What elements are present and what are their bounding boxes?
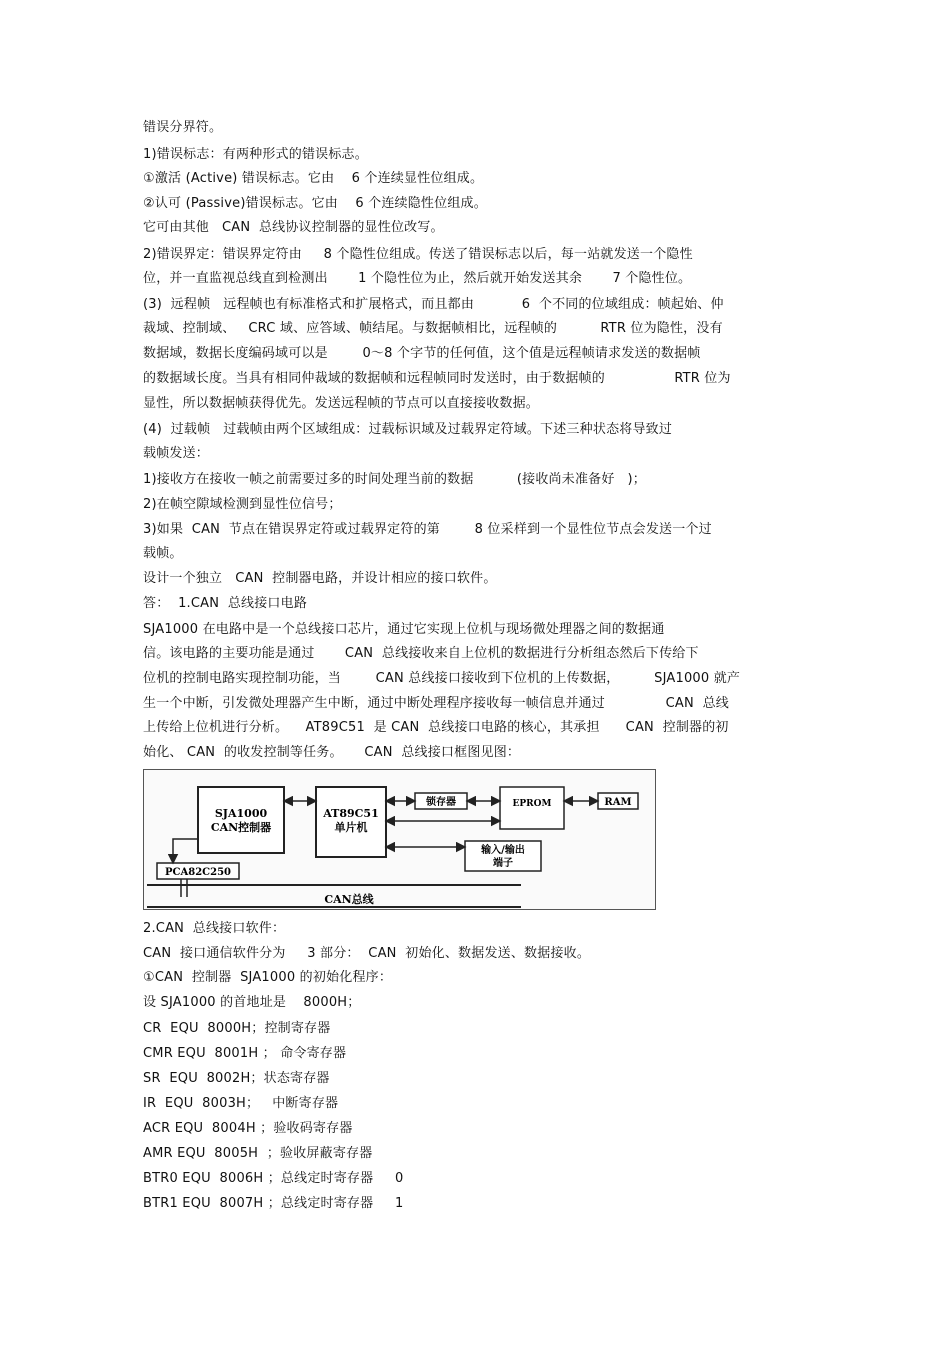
- text-line: 2)错误界定：错误界定符由 8 个隐性位组成。传送了错误标志以后，每一站就发送一个隐性: [143, 247, 693, 262]
- text-line: 载帧。: [143, 546, 183, 561]
- text-line: 1)接收方在接收一帧之前需要过多的时间处理当前的数据 (接收尚未准备好 )；: [143, 472, 647, 487]
- text-line: 上传给上位机进行分析。 AT89C51 是 CAN 总线接口电路的核心，其承担 CAN 控制器的初: [143, 720, 729, 735]
- can-controller-label: CAN控制器: [210, 821, 272, 834]
- text-line: 显性，所以数据帧获得优先。发送远程帧的节点可以直接接收数据。: [143, 396, 540, 411]
- can-bus-label: CAN总线: [324, 893, 374, 906]
- text-line: SJA1000 在电路中是一个总线接口芯片，通过它实现上位机与现场微处理器之间的数据通: [143, 622, 665, 637]
- text-line: (4) 过载帧 过载帧由两个区域组成：过载标识域及过载界定符域。下述三种状态将导致过: [143, 422, 673, 437]
- at89c51-label: AT89C51: [323, 807, 379, 820]
- text-line: 载帧发送：: [143, 446, 210, 461]
- text-line: 设计一个独立 CAN 控制器电路，并设计相应的接口软件。: [143, 571, 497, 586]
- text-line: 位，并一直监视总线直到检测出 1 个隐性位为止，然后就开始发送其余 7 个隐性位。: [143, 271, 692, 286]
- pca82c250-label: PCA82C250: [165, 867, 231, 878]
- sja1000-box: [198, 787, 284, 853]
- code-line: CMR EQU 8001H ； 命令寄存器: [143, 1046, 347, 1061]
- text-line: 始化、 CAN 的收发控制等任务。 CAN 总线接口框图见图：: [143, 745, 521, 760]
- code-line: BTR0 EQU 8006H ；总线定时寄存器 0: [143, 1171, 404, 1186]
- text-line: 3)如果 CAN 节点在错误界定符或过载界定符的第 8 位采样到一个显性位节点会发送一个过: [143, 522, 712, 537]
- code-line: IR EQU 8003H； 中断寄存器: [143, 1096, 339, 1111]
- latch-label: 锁存器: [426, 797, 456, 808]
- terminal-label: 端子: [493, 858, 513, 869]
- text-line: 2)在帧空隙域检测到显性位信号；: [143, 497, 342, 512]
- text-line: CAN 接口通信软件分为 3 部分： CAN 初始化、数据发送、数据接收。: [143, 946, 591, 961]
- text-line: 2.CAN 总线接口软件：: [143, 921, 286, 936]
- code-line: AMR EQU 8005H ；验收屏蔽寄存器: [143, 1146, 373, 1161]
- text-line: 的数据域长度。当具有相同仲裁域的数据帧和远程帧同时发送时，由于数据帧的 RTR 位为: [143, 371, 731, 386]
- text-line: 错误分界符。: [143, 120, 223, 135]
- text-line: 答： 1.CAN 总线接口电路: [143, 596, 308, 611]
- text-line: 它可由其他 CAN 总线协议控制器的显性位改写。: [143, 220, 444, 235]
- io-label: 输入/输出: [481, 845, 525, 856]
- mcu-label: 单片机: [334, 821, 368, 834]
- text-line: 裁域、控制域、 CRC 域、应答域、帧结尾。与数据帧相比，远程帧的 RTR 位为隐性，没有: [143, 321, 723, 336]
- text-line: (3) 远程帧 远程帧也有标准格式和扩展格式，而且都由 6 个不同的位域组成：帧起始、仲: [143, 297, 724, 312]
- text-line: 生一个中断，引发微处理器产生中断，通过中断处理程序接收每一帧信息并通过 CAN 总线: [143, 696, 730, 711]
- can-interface-block-diagram: [143, 769, 656, 910]
- eprom-label: EPROM: [512, 799, 552, 809]
- text-line: 数据域，数据长度编码域可以是 0～8 个字节的任何值，这个值是远程帧请求发送的数据帧: [143, 346, 701, 361]
- text-line: 1)错误标志：有两种形式的错误标志。: [143, 147, 368, 162]
- text-line: ①CAN 控制器 SJA1000 的初始化程序：: [143, 970, 393, 985]
- text-line: 位机的控制电路实现控制功能，当 CAN 总线接口接收到下位机的上传数据， SJA1000 就产: [143, 671, 741, 686]
- sja1000-label: SJA1000: [214, 807, 268, 820]
- text-line: ①激活 (Active) 错误标志。它由 6 个连续显性位组成。: [143, 171, 484, 186]
- code-line: BTR1 EQU 8007H ；总线定时寄存器 1: [143, 1196, 404, 1211]
- code-line: SR EQU 8002H；状态寄存器: [143, 1071, 330, 1086]
- code-line: ACR EQU 8004H ；验收码寄存器: [143, 1121, 353, 1136]
- ram-label: RAM: [604, 797, 632, 808]
- code-line: CR EQU 8000H；控制寄存器: [143, 1021, 331, 1036]
- text-line: 信。该电路的主要功能是通过 CAN 总线接收来自上位机的数据进行分析组态然后下传给下: [143, 646, 699, 661]
- text-line: 设 SJA1000 的首地址是 8000H；: [143, 995, 361, 1010]
- text-line: ②认可 (Passive)错误标志。它由 6 个连续隐性位组成。: [143, 196, 487, 211]
